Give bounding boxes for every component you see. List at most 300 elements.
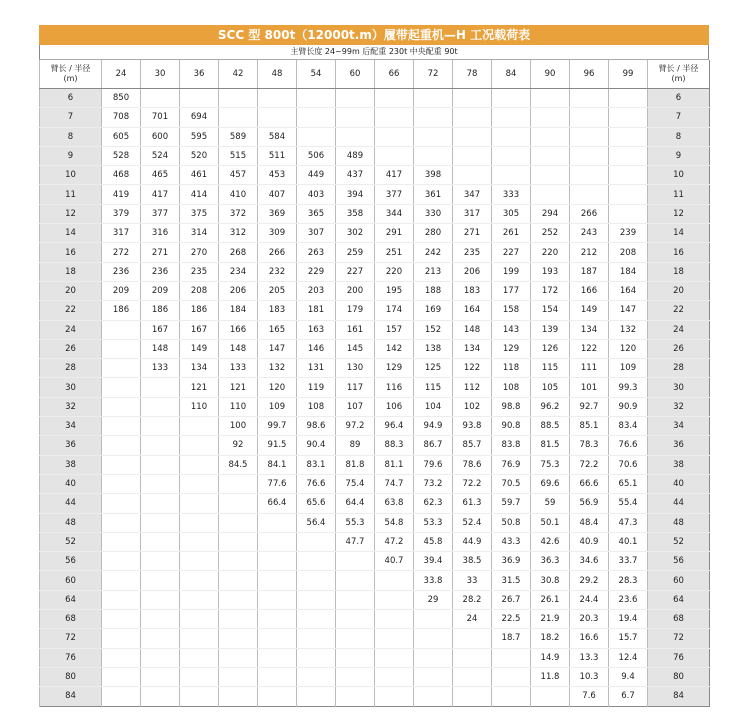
load-cell: 10.3 [570, 667, 609, 686]
load-chart-sheet [39, 25, 709, 707]
load-cell [141, 397, 180, 416]
load-cell: 34.6 [570, 552, 609, 571]
load-cell: 110 [180, 397, 219, 416]
radius-cell-left: 24 [40, 320, 102, 339]
boom-length-header: 96 [570, 60, 609, 89]
load-cell: 16.6 [570, 629, 609, 648]
load-cell [609, 127, 648, 146]
load-cell: 169 [414, 301, 453, 320]
load-cell: 203 [297, 281, 336, 300]
load-cell: 126 [531, 339, 570, 358]
radius-cell-left: 40 [40, 474, 102, 493]
load-cell [180, 571, 219, 590]
load-cell: 55.3 [336, 513, 375, 532]
load-cell: 268 [219, 243, 258, 262]
load-cell: 147 [258, 339, 297, 358]
load-cell: 36.3 [531, 552, 570, 571]
load-cell [258, 108, 297, 127]
radius-cell-right: 80 [648, 667, 710, 686]
load-cell: 220 [375, 262, 414, 281]
boom-length-header: 99 [609, 60, 648, 89]
load-cell: 73.2 [414, 474, 453, 493]
load-cell: 121 [219, 378, 258, 397]
load-cell: 235 [180, 262, 219, 281]
load-cell [219, 532, 258, 551]
table-row [40, 687, 710, 706]
load-cell: 166 [570, 281, 609, 300]
load-cell: 96.2 [531, 397, 570, 416]
radius-cell-left: 30 [40, 378, 102, 397]
load-cell: 90.8 [492, 417, 531, 436]
load-cell: 232 [258, 262, 297, 281]
table-row [40, 224, 710, 243]
radius-cell-right: 9 [648, 146, 710, 165]
table-row [40, 397, 710, 416]
load-cell: 220 [531, 243, 570, 262]
load-cell: 165 [258, 320, 297, 339]
load-cell [414, 108, 453, 127]
load-cell [258, 629, 297, 648]
load-cell: 147 [609, 301, 648, 320]
load-cell: 129 [492, 339, 531, 358]
load-cell: 102 [453, 397, 492, 416]
load-cell: 453 [258, 166, 297, 185]
load-cell: 344 [375, 204, 414, 223]
load-cell: 40.9 [570, 532, 609, 551]
corner-header-left: 臂长 / 半径 (m) [40, 60, 102, 89]
load-cell [180, 687, 219, 706]
load-cell: 133 [141, 359, 180, 378]
load-cell: 243 [570, 224, 609, 243]
radius-cell-left: 32 [40, 397, 102, 416]
load-cell: 271 [453, 224, 492, 243]
radius-cell-right: 38 [648, 455, 710, 474]
load-cell: 708 [102, 108, 141, 127]
load-cell: 419 [102, 185, 141, 204]
load-cell [297, 127, 336, 146]
table-row [40, 320, 710, 339]
load-cell: 199 [492, 262, 531, 281]
table-title: SCC 型 800t（12000t.m）履带起重机—H 工况载荷表 [39, 25, 709, 45]
load-cell: 584 [258, 127, 297, 146]
load-cell: 152 [414, 320, 453, 339]
load-cell: 62.3 [414, 494, 453, 513]
load-cell [180, 590, 219, 609]
load-cell: 120 [258, 378, 297, 397]
load-cell [336, 648, 375, 667]
load-cell: 158 [492, 301, 531, 320]
load-cell: 234 [219, 262, 258, 281]
load-cell: 186 [180, 301, 219, 320]
radius-cell-left: 34 [40, 417, 102, 436]
load-cell: 99.3 [609, 378, 648, 397]
load-cell: 242 [414, 243, 453, 262]
load-cell: 47.2 [375, 532, 414, 551]
boom-length-header: 48 [258, 60, 297, 89]
radius-cell-right: 32 [648, 397, 710, 416]
table-row [40, 552, 710, 571]
load-cell: 179 [336, 301, 375, 320]
load-cell [375, 610, 414, 629]
radius-cell-left: 48 [40, 513, 102, 532]
load-cell: 398 [414, 166, 453, 185]
load-cell: 84.1 [258, 455, 297, 474]
load-cell [453, 166, 492, 185]
load-cell [492, 89, 531, 108]
table-row [40, 455, 710, 474]
load-cell [531, 89, 570, 108]
load-cell [102, 455, 141, 474]
radius-cell-right: 76 [648, 648, 710, 667]
radius-cell-right: 52 [648, 532, 710, 551]
table-row [40, 494, 710, 513]
load-cell: 81.5 [531, 436, 570, 455]
load-cell [375, 571, 414, 590]
load-cell: 30.8 [531, 571, 570, 590]
boom-length-header: 84 [492, 60, 531, 89]
load-cell [141, 629, 180, 648]
load-cell: 280 [414, 224, 453, 243]
load-cell [609, 89, 648, 108]
radius-cell-left: 56 [40, 552, 102, 571]
boom-length-header-row [40, 60, 710, 89]
load-cell [180, 417, 219, 436]
radius-cell-left: 26 [40, 339, 102, 358]
load-cell: 375 [180, 204, 219, 223]
load-cell: 104 [414, 397, 453, 416]
table-row [40, 513, 710, 532]
radius-cell-right: 7 [648, 108, 710, 127]
load-cell: 520 [180, 146, 219, 165]
load-cell [102, 474, 141, 493]
radius-cell-left: 52 [40, 532, 102, 551]
load-cell [180, 610, 219, 629]
load-cell: 86.7 [414, 436, 453, 455]
load-cell: 33 [453, 571, 492, 590]
load-cell [609, 204, 648, 223]
load-cell: 29 [414, 590, 453, 609]
radius-cell-right: 26 [648, 339, 710, 358]
load-cell: 394 [336, 185, 375, 204]
load-cell [219, 571, 258, 590]
load-cell: 167 [141, 320, 180, 339]
load-cell: 47.3 [609, 513, 648, 532]
load-cell [102, 320, 141, 339]
boom-length-header: 72 [414, 60, 453, 89]
load-cell: 70.6 [609, 455, 648, 474]
load-cell [336, 571, 375, 590]
load-cell: 272 [102, 243, 141, 262]
load-cell: 24 [453, 610, 492, 629]
load-cell [609, 146, 648, 165]
table-row [40, 359, 710, 378]
load-cell [180, 629, 219, 648]
load-cell: 65.1 [609, 474, 648, 493]
load-cell [141, 667, 180, 686]
load-cell: 145 [336, 339, 375, 358]
load-cell [141, 590, 180, 609]
load-cell [180, 667, 219, 686]
load-cell: 44.9 [453, 532, 492, 551]
load-cell: 89 [336, 436, 375, 455]
load-cell [570, 89, 609, 108]
load-cell [375, 687, 414, 706]
load-cell: 125 [414, 359, 453, 378]
load-cell [414, 610, 453, 629]
load-cell [531, 127, 570, 146]
load-cell: 132 [609, 320, 648, 339]
load-cell [570, 166, 609, 185]
load-cell: 177 [492, 281, 531, 300]
load-cell: 26.7 [492, 590, 531, 609]
table-row [40, 629, 710, 648]
load-cell: 105 [531, 378, 570, 397]
radius-cell-left: 12 [40, 204, 102, 223]
load-cell: 33.7 [609, 552, 648, 571]
table-row [40, 378, 710, 397]
load-cell [297, 552, 336, 571]
radius-cell-right: 24 [648, 320, 710, 339]
load-cell: 117 [336, 378, 375, 397]
radius-cell-right: 11 [648, 185, 710, 204]
load-cell: 26.1 [531, 590, 570, 609]
load-cell: 39.4 [414, 552, 453, 571]
table-row [40, 127, 710, 146]
load-cell: 76.6 [297, 474, 336, 493]
load-cell [492, 648, 531, 667]
table-row [40, 166, 710, 185]
load-cell [258, 513, 297, 532]
radius-cell-right: 56 [648, 552, 710, 571]
load-cell: 317 [102, 224, 141, 243]
load-cell: 417 [375, 166, 414, 185]
load-cell [453, 667, 492, 686]
table-row [40, 436, 710, 455]
table-row [40, 417, 710, 436]
boom-length-header: 60 [336, 60, 375, 89]
load-cell: 85.1 [570, 417, 609, 436]
load-cell: 161 [336, 320, 375, 339]
radius-cell-left: 11 [40, 185, 102, 204]
load-cell [375, 127, 414, 146]
load-cell: 120 [609, 339, 648, 358]
load-cell: 515 [219, 146, 258, 165]
radius-cell-left: 16 [40, 243, 102, 262]
load-cell [336, 552, 375, 571]
load-cell: 64.4 [336, 494, 375, 513]
load-cell: 414 [180, 185, 219, 204]
load-cell: 111 [570, 359, 609, 378]
load-cell: 22.5 [492, 610, 531, 629]
load-cell: 511 [258, 146, 297, 165]
load-cell [219, 648, 258, 667]
load-cell: 72.2 [453, 474, 492, 493]
radius-cell-left: 72 [40, 629, 102, 648]
load-cell [453, 146, 492, 165]
load-cell: 98.6 [297, 417, 336, 436]
load-cell: 227 [492, 243, 531, 262]
load-cell: 465 [141, 166, 180, 185]
load-cell [219, 610, 258, 629]
load-cell [336, 687, 375, 706]
load-cell [453, 127, 492, 146]
load-cell: 134 [180, 359, 219, 378]
load-cell: 66.6 [570, 474, 609, 493]
load-cell [102, 629, 141, 648]
load-cell: 75.3 [531, 455, 570, 474]
radius-cell-right: 72 [648, 629, 710, 648]
load-cell: 138 [414, 339, 453, 358]
load-cell [102, 590, 141, 609]
load-cell: 118 [492, 359, 531, 378]
load-cell [258, 89, 297, 108]
load-cell: 183 [453, 281, 492, 300]
load-cell: 239 [609, 224, 648, 243]
load-cell: 85.7 [453, 436, 492, 455]
load-cell [492, 667, 531, 686]
table-row [40, 89, 710, 108]
load-cell [102, 610, 141, 629]
table-row [40, 667, 710, 686]
load-cell: 164 [453, 301, 492, 320]
load-cell: 524 [141, 146, 180, 165]
load-cell: 377 [375, 185, 414, 204]
load-cell: 28.3 [609, 571, 648, 590]
load-cell: 45.8 [414, 532, 453, 551]
load-cell [258, 648, 297, 667]
load-cell: 83.1 [297, 455, 336, 474]
table-row [40, 474, 710, 493]
load-cell [141, 610, 180, 629]
load-cell [531, 146, 570, 165]
radius-cell-left: 76 [40, 648, 102, 667]
load-cell: 270 [180, 243, 219, 262]
load-cell: 417 [141, 185, 180, 204]
radius-cell-left: 22 [40, 301, 102, 320]
load-cell [102, 532, 141, 551]
radius-cell-right: 12 [648, 204, 710, 223]
load-cell: 79.6 [414, 455, 453, 474]
load-cell: 131 [297, 359, 336, 378]
load-cell [297, 648, 336, 667]
load-cell [297, 108, 336, 127]
radius-cell-right: 16 [648, 243, 710, 262]
load-cell [219, 513, 258, 532]
load-cell: 184 [609, 262, 648, 281]
load-cell: 11.8 [531, 667, 570, 686]
load-cell: 148 [453, 320, 492, 339]
radius-cell-left: 20 [40, 281, 102, 300]
load-cell: 489 [336, 146, 375, 165]
radius-cell-left: 9 [40, 146, 102, 165]
table-row [40, 204, 710, 223]
load-cell: 186 [102, 301, 141, 320]
load-cell [219, 474, 258, 493]
load-cell [297, 571, 336, 590]
load-cell [453, 629, 492, 648]
load-cell: 148 [219, 339, 258, 358]
load-cell [375, 108, 414, 127]
load-cell: 38.5 [453, 552, 492, 571]
load-cell [453, 89, 492, 108]
load-cell [258, 532, 297, 551]
load-cell: 379 [102, 204, 141, 223]
load-cell [297, 590, 336, 609]
load-cell: 333 [492, 185, 531, 204]
boom-length-header: 24 [102, 60, 141, 89]
load-cell: 81.1 [375, 455, 414, 474]
load-cell: 72.2 [570, 455, 609, 474]
load-cell: 263 [297, 243, 336, 262]
load-cell: 63.8 [375, 494, 414, 513]
load-table [39, 60, 710, 707]
load-cell [141, 455, 180, 474]
load-cell [336, 590, 375, 609]
load-cell: 65.6 [297, 494, 336, 513]
load-cell: 164 [609, 281, 648, 300]
radius-cell-right: 60 [648, 571, 710, 590]
radius-cell-left: 18 [40, 262, 102, 281]
load-cell: 9.4 [609, 667, 648, 686]
load-cell [219, 590, 258, 609]
load-cell [492, 127, 531, 146]
radius-cell-right: 44 [648, 494, 710, 513]
load-cell [102, 359, 141, 378]
load-cell [180, 89, 219, 108]
load-cell: 92 [219, 436, 258, 455]
load-cell: 305 [492, 204, 531, 223]
load-cell: 121 [180, 378, 219, 397]
load-cell: 166 [219, 320, 258, 339]
load-cell: 55.4 [609, 494, 648, 513]
load-cell [141, 417, 180, 436]
load-cell [414, 648, 453, 667]
load-cell: 18.7 [492, 629, 531, 648]
boom-length-header: 66 [375, 60, 414, 89]
load-cell: 461 [180, 166, 219, 185]
load-cell: 312 [219, 224, 258, 243]
load-cell: 76.9 [492, 455, 531, 474]
load-cell [609, 166, 648, 185]
load-cell: 206 [453, 262, 492, 281]
load-cell: 107 [336, 397, 375, 416]
boom-length-header: 36 [180, 60, 219, 89]
load-cell [492, 166, 531, 185]
radius-cell-left: 60 [40, 571, 102, 590]
load-cell: 235 [453, 243, 492, 262]
load-cell [258, 667, 297, 686]
load-cell: 66.4 [258, 494, 297, 513]
load-cell: 6.7 [609, 687, 648, 706]
load-cell: 134 [453, 339, 492, 358]
radius-cell-left: 38 [40, 455, 102, 474]
load-cell: 236 [102, 262, 141, 281]
load-cell [141, 89, 180, 108]
load-cell: 154 [531, 301, 570, 320]
load-cell: 209 [141, 281, 180, 300]
load-cell: 90.4 [297, 436, 336, 455]
load-cell: 172 [531, 281, 570, 300]
load-cell: 213 [414, 262, 453, 281]
load-cell: 146 [297, 339, 336, 358]
load-cell: 15.7 [609, 629, 648, 648]
load-cell: 694 [180, 108, 219, 127]
load-cell: 407 [258, 185, 297, 204]
load-cell: 437 [336, 166, 375, 185]
load-cell: 266 [570, 204, 609, 223]
load-cell: 53.3 [414, 513, 453, 532]
load-cell [219, 108, 258, 127]
